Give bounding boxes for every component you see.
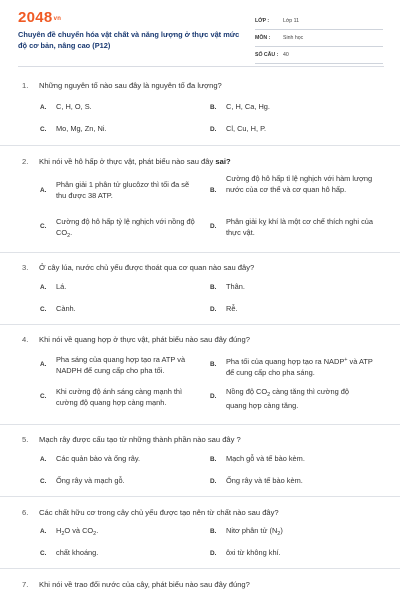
question-4: 4. Khi nói về quang hợp ở thực vật, phát biểu nào sau đây đúng? A. Pha sáng của quang hợp tạo ra ATP và NADPH để cung cấp cho pha tối. B. Pha tối của quang hợp tạo ra NADP+ và ATP để cung cấp cho pha sáng. C. Khi cường độ ánh sáng càng mạnh thì cường độ quang hợp càng mạnh. D. Nồng độ $CO_2$ càng tăng thì cường độ quang hợp càng tăng. xyxy=(0,325,400,425)
site-logo[interactable]: $2048^{vn}$ xyxy=(18,9,62,26)
question-stem: 2. Khi nói về hô hấp ở thực vật, phát biểu nào sau đây sai? xyxy=(22,157,231,166)
document-header xyxy=(0,0,400,66)
question-stem: 1. Những nguyên tố nào sau đây là nguyên tố đa lượng? xyxy=(22,81,222,90)
question-3: 3. Ở cây lúa, nước chủ yếu được thoát qua cơ quan nào sau đây? A. Lá. B. Thân. C. Cành. D. Rễ. xyxy=(0,253,400,325)
question-5: 5. Mạch rây được cấu tạo từ những thành phần nào sau đây ? A. Các quản bào và ống rây. B. Mạch gỗ và tế bào kèm. C. Ống rây và mạch gỗ. D. Ống rây và tế bào kèm. xyxy=(0,425,400,497)
meta-table xyxy=(255,13,383,64)
question-list xyxy=(0,67,400,603)
meta-row-class: LỚP : Lớp 11 xyxy=(255,13,383,30)
question-stem: 3. Ở cây lúa, nước chủ yếu được thoát qua cơ quan nào sau đây? xyxy=(22,263,255,272)
question-7 xyxy=(0,569,400,603)
question-6: 6. Các chất hữu cơ trong cây chủ yếu được tạo nên từ chất nào sau đây? A. $H_2O$ và $CO_2$. B. Nitơ phân tử $(N_2)$ C. chất khoáng. D. ôxi từ không khí. xyxy=(0,497,400,569)
question-stem: 6. Các chất hữu cơ trong cây chủ yếu được tạo nên từ chất nào sau đây? xyxy=(22,508,279,517)
question-stem: 7. Khi nói về trao đổi nước của cây, phát biểu nào sau đây đúng? xyxy=(22,580,250,589)
question-stem: 4. Khi nói về quang hợp ở thực vật, phát biểu nào sau đây đúng? xyxy=(22,335,250,344)
question-1: 1. Những nguyên tố nào sau đây là nguyên tố đa lượng? A. C, H, O, S. B. C, H, Ca, Hg. C. Mo, Mg, Zn, Ni. D. Cl, Cu, H, P. xyxy=(0,67,400,146)
question-stem: 5. Mạch rây được cấu tạo từ những thành phần nào sau đây ? xyxy=(22,435,241,444)
document-title: Chuyên đề chuyển hóa vật chất và năng lượng ở thực vật mức độ cơ bản, nâng cao (P12) xyxy=(18,30,240,50)
meta-row-subject: MÔN : Sinh học xyxy=(255,30,383,47)
question-2: 2. Khi nói về hô hấp ở thực vật, phát biểu nào sau đây sai? A. Phân giải 1 phân tử glucôzơ thì tối đa sẽ thu được 38 ATP. B. Cường độ hô hấp tỉ lệ nghịch với hàm lượng nước của cơ thể và cơ quan hô hấp. C. Cường độ hô hấp tỷ lệ nghịch với nồng độ $CO_2$. D. Phân giải kỵ khí là một cơ chế thích nghi của thực vật. xyxy=(0,146,400,253)
meta-row-count: SỐ CÂU : 40 xyxy=(255,47,383,64)
